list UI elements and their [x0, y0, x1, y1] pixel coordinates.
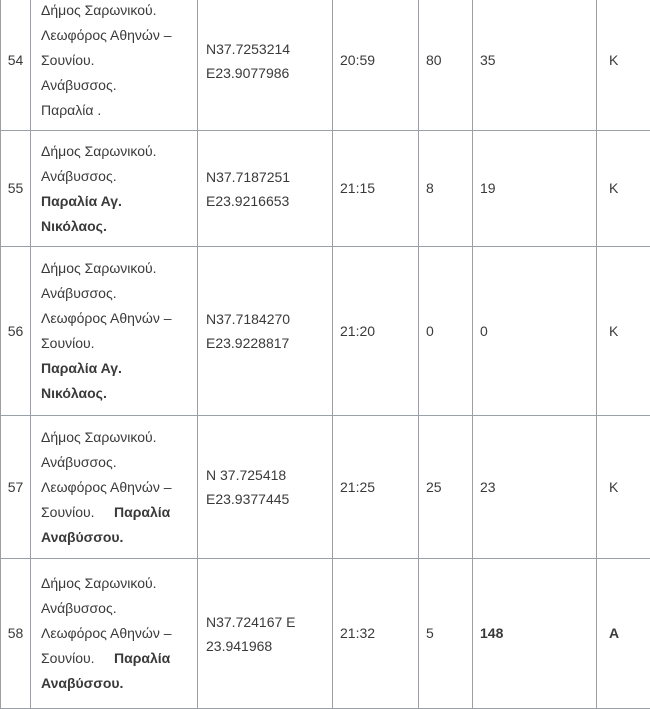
value-2-cell: 19 [473, 131, 597, 247]
table-row [1, 559, 650, 709]
location-line-bold: Παραλία [110, 650, 170, 666]
category-cell: A [597, 559, 650, 709]
time-cell: 21:32 [333, 559, 419, 709]
location-line: Λεωφόρος Αθηνών – [41, 475, 197, 500]
value-1-cell: 5 [419, 559, 473, 709]
table-row [1, 247, 650, 416]
location-cell [31, 247, 198, 416]
location-line: Λεωφόρος Αθηνών – [41, 306, 197, 331]
location-line: Δήμος Σαρωνικού. [41, 0, 197, 23]
coordinates-cell [198, 416, 333, 559]
location-cell [31, 0, 198, 131]
location-line: Ανάβυσσος. [41, 164, 197, 189]
coordinate-line: N37.7253214 [206, 37, 332, 61]
table-row [1, 416, 650, 559]
location-line: Νικόλαος. [41, 214, 197, 239]
time-cell: 21:25 [333, 416, 419, 559]
coordinates-cell [198, 0, 333, 131]
location-cell [31, 416, 198, 559]
location-line-bold: Παραλία [110, 504, 170, 520]
coordinates-cell [198, 559, 333, 709]
row-number-cell [1, 247, 31, 416]
row-number: 58 [8, 625, 24, 641]
value-2-cell: 23 [473, 416, 597, 559]
value-2-cell: 35 [473, 0, 597, 131]
time-cell: 21:15 [333, 131, 419, 247]
location-line: Σουνίου. Παραλία [41, 646, 197, 671]
coordinate-line: N37.7187251 [206, 165, 332, 189]
location-line: Παραλία Αγ. [41, 189, 197, 214]
coordinates-cell [198, 247, 333, 416]
row-number: 56 [8, 323, 24, 339]
location-line: Παραλία . [41, 98, 197, 123]
value-2-cell: 0 [473, 247, 597, 416]
location-line: Παραλία Αγ. [41, 356, 197, 381]
location-line: Δήμος Σαρωνικού. [41, 139, 197, 164]
location-line: Δήμος Σαρωνικού. [41, 571, 197, 596]
value-1-cell: 8 [419, 131, 473, 247]
row-number-cell [1, 0, 31, 131]
value-1-cell: 80 [419, 0, 473, 131]
coordinate-line: 23.941968 [206, 634, 332, 658]
location-cell [31, 131, 198, 247]
location-line: Ανάβυσσος. [41, 281, 197, 306]
coordinate-line: N 37.725418 [206, 463, 332, 487]
coordinate-line: E23.9228817 [206, 331, 332, 355]
location-line: Νικόλαος. [41, 381, 197, 406]
location-line: Σουνίου. [41, 331, 197, 356]
coordinate-line: E23.9216653 [206, 189, 332, 213]
location-cell [31, 559, 198, 709]
coordinate-line: N37.724167 E [206, 610, 332, 634]
row-number: 57 [8, 479, 24, 495]
coordinate-line: N37.7184270 [206, 307, 332, 331]
location-line: Ανάβυσσος. [41, 73, 197, 98]
table-row [1, 0, 650, 131]
time-cell: 20:59 [333, 0, 419, 131]
location-line: Ανάβυσσος. [41, 450, 197, 475]
category-cell: K [597, 416, 650, 559]
location-line: Σουνίου. [41, 48, 197, 73]
row-number-cell [1, 559, 31, 709]
category-cell: K [597, 247, 650, 416]
coordinates-cell [198, 131, 333, 247]
location-line: Λεωφόρος Αθηνών – [41, 621, 197, 646]
coordinate-line: E23.9077986 [206, 61, 332, 85]
location-line: Σουνίου. Παραλία [41, 500, 197, 525]
location-line: Δήμος Σαρωνικού. [41, 425, 197, 450]
table-body [1, 0, 650, 709]
category-cell: K [597, 131, 650, 247]
value-1-cell: 25 [419, 416, 473, 559]
row-number: 55 [8, 180, 24, 196]
coordinate-line: E23.9377445 [206, 487, 332, 511]
location-line: Αναβύσσου. [41, 671, 197, 696]
category-cell: K [597, 0, 650, 131]
location-line: Αναβύσσου. [41, 525, 197, 550]
location-line: Λεωφόρος Αθηνών – [41, 23, 197, 48]
location-line: Ανάβυσσος. [41, 596, 197, 621]
value-2-cell: 148 [473, 559, 597, 709]
row-number: 54 [8, 52, 24, 68]
value-1-cell: 0 [419, 247, 473, 416]
time-cell: 21:20 [333, 247, 419, 416]
location-line: Δήμος Σαρωνικού. [41, 256, 197, 281]
row-number-cell [1, 131, 31, 247]
row-number-cell [1, 416, 31, 559]
table-row [1, 131, 650, 247]
